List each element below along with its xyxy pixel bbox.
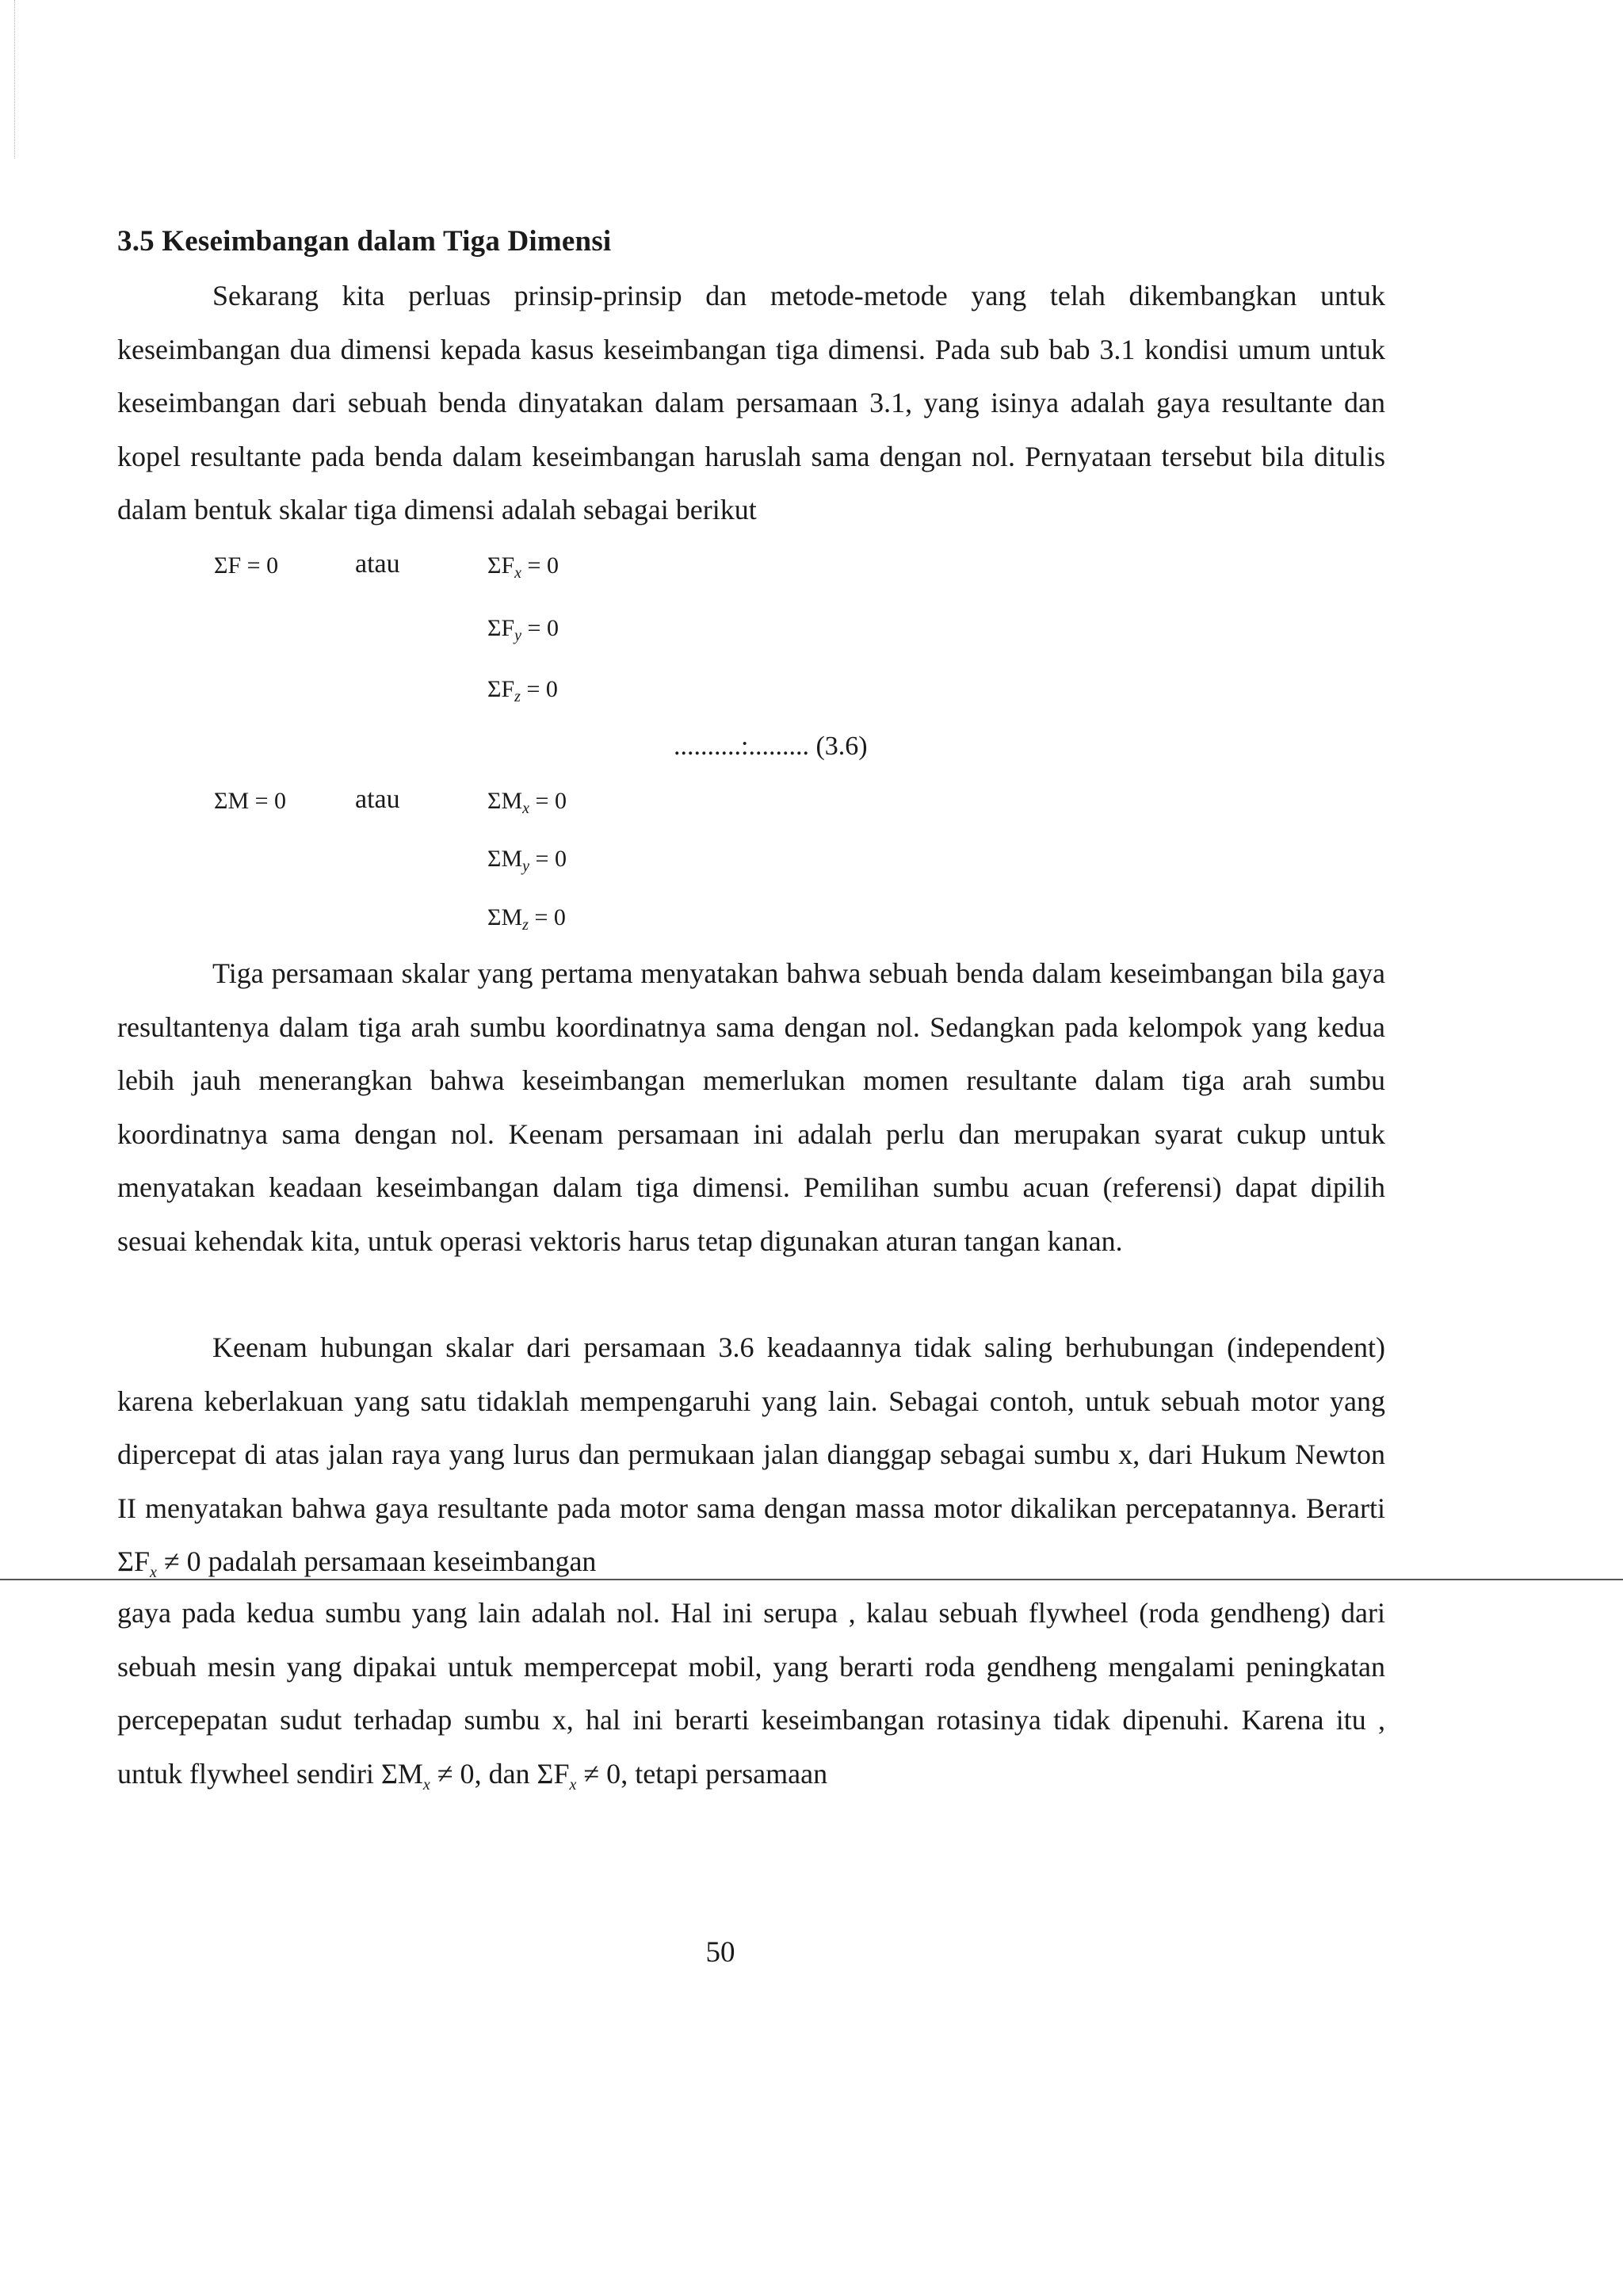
inline-sum-fx2-symbol: ΣF: [537, 1757, 570, 1790]
equation-mz-subscript: z: [522, 916, 529, 934]
equation-fz: [487, 676, 558, 706]
inline-neq-zero: ≠ 0: [163, 1545, 201, 1577]
equation-fx-symbol: ΣF: [487, 552, 515, 579]
paragraph-flywheel-text: gaya pada kedua sumbu yang lain adalah nol. Hal ini serupa , kalau sebuah flywheel (roda gendheng) dari sebuah mesin yang dipakai untuk mempercepat mobil, yang berarti roda gendheng mengalami peningkatan percepepatan sudut terhadap sumbu x, hal ini berarti keseimbangan rotasinya tidak dipenuhi. Karena itu , untuk flywheel sendiri: [117, 1597, 1385, 1790]
equation-my: [487, 846, 567, 876]
equation-mz-symbol: ΣM: [487, 904, 523, 930]
inline-sum-fx2-neq-zero: [537, 1757, 621, 1794]
equation-fz-subscript: z: [514, 688, 521, 705]
equation-fz-symbol: ΣF: [487, 676, 515, 702]
equation-force-sum: [214, 552, 278, 579]
inline-sum-fx-subscript: x: [149, 1564, 157, 1582]
equation-fy: [487, 615, 559, 645]
paragraph-flywheel-end: , tetapi persamaan: [621, 1757, 828, 1790]
paragraph-flywheel-mid: , dan: [474, 1757, 530, 1790]
equation-mx-symbol: ΣM: [487, 788, 523, 814]
equation-mx-subscript: x: [522, 800, 530, 817]
equation-my-rhs: = 0: [535, 846, 567, 872]
equation-my-symbol: ΣM: [487, 846, 523, 872]
inline-fx2-neq-zero: ≠ 0: [583, 1757, 621, 1790]
inline-sum-mx-neq-zero: [380, 1757, 475, 1794]
equation-my-subscript: y: [522, 858, 530, 875]
inline-mx-neq-zero: ≠ 0: [437, 1757, 475, 1790]
equation-fx-subscript: x: [514, 564, 522, 582]
section-heading: 3.5 Keseimbangan dalam Tiga Dimensi: [117, 225, 612, 258]
equation-force-lhs: ΣF = 0: [214, 552, 279, 579]
inline-sum-fx-symbol: ΣF: [117, 1545, 150, 1577]
paragraph-independence-text: Keenam hubungan skalar dari persamaan 3.6 keadaannya tidak saling berhubungan (independent) karena keberlakuan yang satu tidaklah mempengaruhi yang lain. Sebagai contoh, untuk sebuah motor yang dipercepat di atas jalan raya yang lurus dan permukaan jalan dianggap sebagai sumbu x, dari Hukum Newton II menyatakan bahwa gaya resultante pada motor sama dengan massa motor dikalikan percepatannya. Berarti: [117, 1331, 1385, 1524]
equation-fy-subscript: y: [514, 627, 522, 644]
equation-moment-lhs: ΣM = 0: [214, 788, 287, 814]
paragraph-explanation: Tiga persamaan skalar yang pertama menyatakan bahwa sebuah benda dalam keseimbangan bila gaya resultantenya dalam tiga arah sumbu koordinatnya sama dengan nol. Sedangkan pada kelompok yang kedua lebih jauh menerangkan bahwa keseimbangan memerlukan momen resultante dalam tiga arah sumbu koordinatnya sama dengan nol. Keenam persamaan ini adalah perlu dan merupakan syarat cukup untuk menyatakan keadaan keseimbangan dalam tiga dimensi. Pemilihan sumbu acuan (referensi) dapat dipilih sesuai kehendak kita, untuk operasi vektoris harus tetap digunakan aturan tangan kanan.: [117, 957, 1385, 1257]
equation-fx-rhs: = 0: [527, 552, 559, 579]
horizontal-rule: [0, 1579, 1623, 1580]
inline-sum-fx2-subscript: x: [569, 1775, 577, 1794]
equation-fy-symbol: ΣF: [487, 615, 515, 641]
paragraph-intro: Sekarang kita perluas prinsip-prinsip dan metode-metode yang telah dikembangkan untuk keseimbangan dua dimensi kepada kasus keseimbangan tiga dimensi. Pada sub bab 3.1 kondisi umum untuk keseimbangan dari sebuah benda dinyatakan dalam persamaan 3.1, yang isinya adalah gaya resultante dan kopel resultante pada benda dalam keseimbangan haruslah sama dengan nol. Pernyataan tersebut bila ditulis dalam bentuk skalar tiga dimensi adalah sebagai berikut: [117, 280, 1385, 525]
inline-sum-fx-neq-zero: [117, 1545, 201, 1582]
paragraph-independence-end: padalah persamaan keseimbangan: [208, 1545, 597, 1577]
equation-moment-sum: [214, 788, 286, 815]
equation-mz-rhs: = 0: [534, 904, 566, 930]
paragraph-independence: [117, 1321, 1385, 1600]
page-number: 50: [705, 1936, 735, 1969]
equation-force-atau: atau: [355, 549, 400, 579]
paragraph-flywheel: [117, 1587, 1385, 1812]
equation-fx: [487, 552, 559, 583]
equation-mz: [487, 904, 566, 934]
equation-mx-rhs: = 0: [535, 788, 567, 814]
equation-mx: [487, 788, 567, 818]
scan-margin-mark: [14, 0, 15, 159]
equation-fz-rhs: = 0: [526, 676, 558, 702]
equation-fy-rhs: = 0: [527, 615, 559, 641]
equation-number: ..........:......... (3.6): [674, 732, 868, 761]
inline-sum-mx-symbol: ΣM: [380, 1757, 423, 1790]
equation-moment-atau: atau: [355, 785, 400, 814]
inline-sum-mx-subscript: x: [422, 1775, 430, 1794]
